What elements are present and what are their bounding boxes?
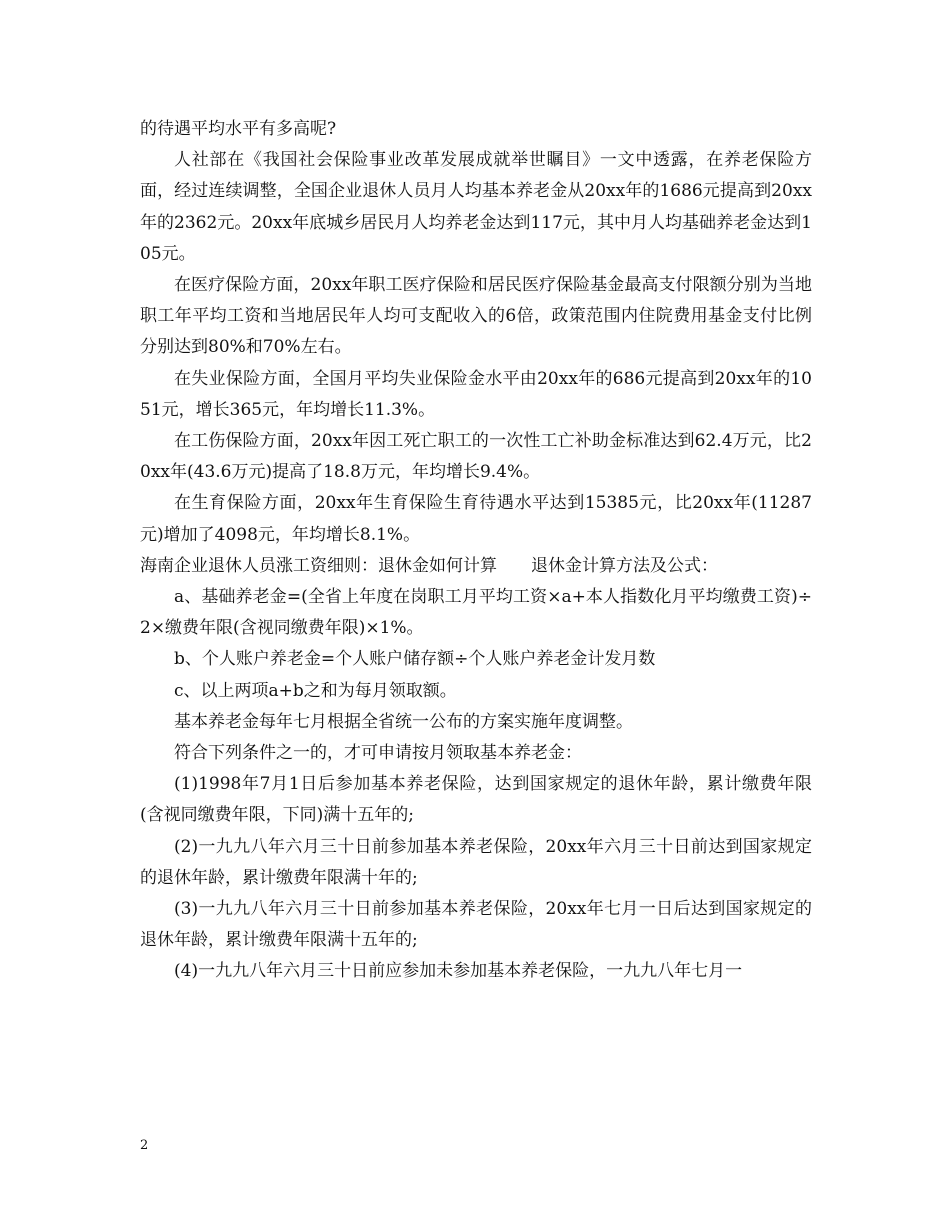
paragraph-condition-2: (2)一九九八年六月三十日前参加基本养老保险，20xx年六月三十日前达到国家规定的退休年龄，累计缴费年限满十年的; bbox=[140, 836, 812, 888]
paragraph-condition-1: (1)1998年7月1日后参加基本养老保险，达到国家规定的退休年龄，累计缴费年限(含视同缴费年限，下同)满十五年的; bbox=[140, 774, 812, 826]
paragraph-medical-insurance: 在医疗保险方面，20xx年职工医疗保险和居民医疗保险基金最高支付限额分别为当地职工年平均工资和当地居民年人均可支配收入的6倍，政策范围内住院费用基金支付比例分别达到80%和70%左右。 bbox=[140, 275, 812, 358]
paragraph-unemployment-insurance: 在失业保险方面，全国月平均失业保险金水平由20xx年的686元提高到20xx年的1051元，增长365元，年均增长11.3%。 bbox=[140, 368, 812, 420]
paragraph-condition-4: (4)一九九八年六月三十日前应参加未参加基本养老保险，一九九八年七月一 bbox=[174, 961, 743, 982]
paragraph-formula-b: b、个人账户养老金=个人账户储存额÷个人账户养老金计发月数 bbox=[174, 649, 656, 670]
page-number: 2 bbox=[140, 1138, 149, 1153]
paragraph-annual-adjustment: 基本养老金每年七月根据全省统一公布的方案实施年度调整。 bbox=[174, 711, 633, 732]
paragraph-hainan-heading: 海南企业退休人员涨工资细则：退休金如何计算 退休金计算方法及公式： bbox=[140, 555, 718, 576]
paragraph-work-injury-insurance: 在工伤保险方面，20xx年因工死亡职工的一次性工亡补助金标准达到62.4万元，比20xx年(43.6万元)提高了18.8万元，年均增长9.4%。 bbox=[140, 431, 812, 483]
paragraph-conditions-intro: 符合下列条件之一的，才可申请按月领取基本养老金： bbox=[174, 743, 582, 764]
paragraph-condition-3: (3)一九九八年六月三十日前参加基本养老保险，20xx年七月一日后达到国家规定的退休年龄，累计缴费年限满十五年的; bbox=[140, 899, 812, 951]
document-body bbox=[140, 114, 812, 988]
paragraph-continuation: 的待遇平均水平有多高呢? bbox=[140, 119, 337, 139]
paragraph-formula-c: c、以上两项a+b之和为每月领取额。 bbox=[174, 680, 457, 701]
paragraph-formula-a: a、基础养老金=(全省上年度在岗职工月平均工资×a+本人指数化月平均缴费工资)÷2×缴费年限(含视同缴费年限)×1%。 bbox=[140, 587, 812, 639]
paragraph-maternity-insurance: 在生育保险方面，20xx年生育保险生育待遇水平达到15385元，比20xx年(11287元)增加了4098元，年均增长8.1%。 bbox=[140, 493, 812, 545]
paragraph-pension-insurance: 人社部在《我国社会保险事业改革发展成就举世瞩目》一文中透露，在养老保险方面，经过连续调整，全国企业退休人员月人均基本养老金从20xx年的1686元提高到20xx年的2362元。20xx年底城乡居民月人均养老金达到117元，其中月人均基础养老金达到105元。 bbox=[140, 150, 812, 264]
